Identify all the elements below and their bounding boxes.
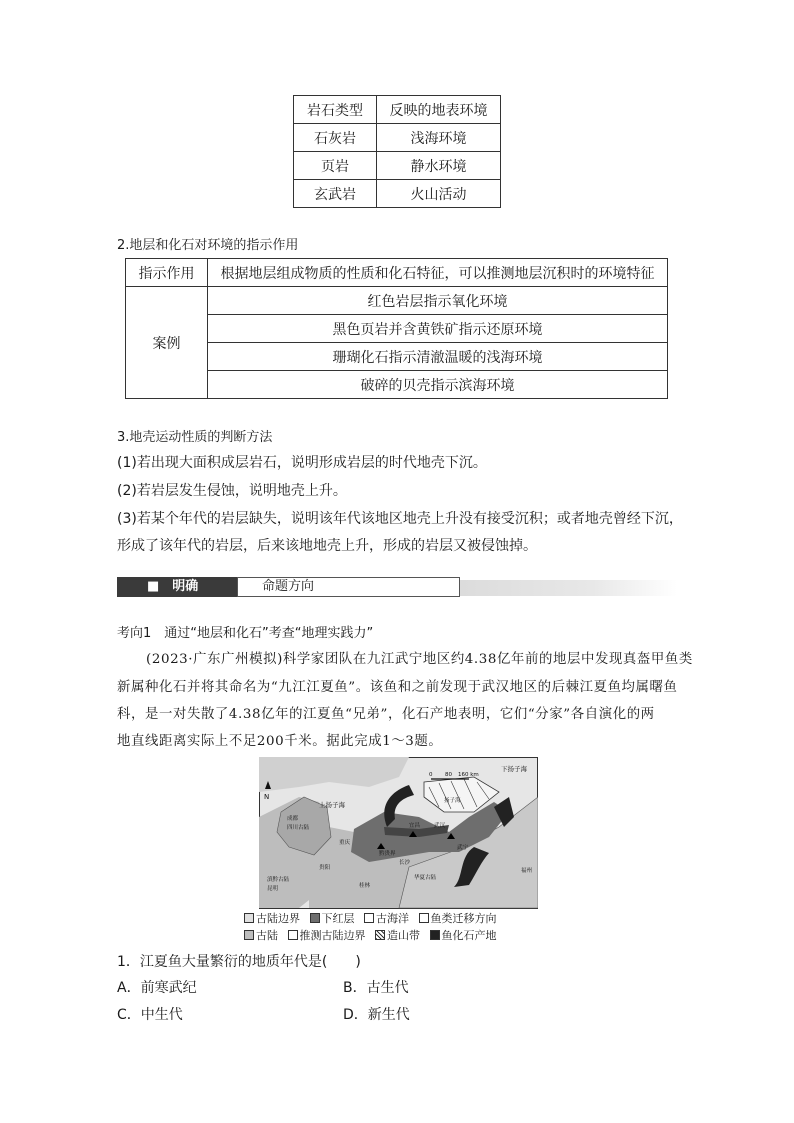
legend-item: 古海洋 — [364, 910, 409, 926]
table-cell: 静水环境 — [377, 152, 501, 180]
list-item-continued: 形成了该年代的岩层，后来该地地壳上升，形成的岩层又被侵蚀掉。 — [117, 538, 537, 554]
table-cell: 红色岩层指示氧化环境 — [208, 287, 668, 315]
land-swatch — [244, 930, 254, 940]
map-label: 昆明 — [267, 886, 279, 892]
migration-swatch — [419, 913, 429, 923]
legend-item: 推测古陆边界 — [288, 927, 366, 943]
table-header: 岩石类型 — [294, 96, 377, 124]
table-cell: 破碎的贝壳指示滨海环境 — [208, 371, 668, 399]
case-label: 案例 — [126, 287, 208, 399]
table-cell: 黑色页岩并含黄铁矿指示还原环境 — [208, 315, 668, 343]
answer-option-a[interactable]: A．前寒武纪 — [117, 980, 197, 996]
banner-label: ■ 明确 — [117, 577, 237, 597]
table-row — [294, 152, 501, 180]
inferred-boundary-swatch — [288, 930, 298, 940]
legend-row — [244, 910, 503, 926]
answer-option-c[interactable]: C．中生代 — [117, 1007, 183, 1023]
map-label: 四川古陆 — [287, 825, 310, 831]
map-label: 华夏古陆 — [414, 875, 437, 881]
map-label: 长沙 — [399, 860, 411, 866]
legend-item: 造山带 — [375, 927, 420, 943]
passage-line: 新属种化石并将其命名为“九江江夏鱼”。该鱼和之前发现于武汉地区的后棘江夏鱼均属曙鱼 — [117, 680, 678, 695]
list-item: (1)若出现大面积成层岩石，说明形成岩层的时代地壳下沉。 — [117, 455, 487, 471]
map-label: 下扬子海 — [501, 765, 527, 773]
passage-line: 科，是一对失散了4.38亿年的江夏鱼“兄弟”，化石产地表明，它们“分家”各自演化的两 — [117, 707, 655, 722]
table-cell: 根据地层组成物质的性质和化石特征，可以推测地层沉积时的环境特征 — [208, 259, 668, 287]
table-header-row — [294, 96, 501, 124]
scale-label: 0 — [429, 772, 433, 778]
section-title: 3.地壳运动性质的判断方法 — [117, 430, 273, 445]
legend-item: 鱼类迁移方向 — [419, 910, 497, 926]
ancient-boundary-swatch — [244, 913, 254, 923]
list-item: (2)若岩层发生侵蚀，说明地壳上升。 — [117, 483, 347, 499]
table-row — [126, 259, 668, 287]
table-header: 指示作用 — [126, 259, 208, 287]
ocean-swatch — [364, 913, 374, 923]
list-item: (3)若某个年代的岩层缺失，说明该年代该地区地壳上升没有接受沉积；或者地壳曾经下沉， — [117, 511, 683, 527]
banner-title: 命题方向 — [237, 577, 460, 597]
north-label: N — [264, 793, 270, 801]
table-header: 反映的地表环境 — [377, 96, 501, 124]
legend-item: 鱼化石产地 — [430, 927, 497, 943]
paleogeography-map — [259, 757, 538, 909]
legend-item: 古陆 — [244, 927, 278, 943]
scale-label: 160 km — [458, 772, 479, 778]
direction-heading: 考向1 通过“地层和化石”考查“地理实践力” — [117, 626, 374, 641]
answer-option-b[interactable]: B．古生代 — [343, 980, 409, 996]
orogenic-swatch — [375, 930, 385, 940]
table-row — [126, 315, 668, 343]
map-label: 武宁 — [457, 845, 469, 851]
table-row — [126, 343, 668, 371]
section-title: 2.地层和化石对环境的指示作用 — [117, 238, 299, 253]
rock-type-table — [293, 95, 501, 208]
map-label: 扬子海 — [444, 798, 461, 804]
passage-line: 地直线距离实际上不足200千米。据此完成1～3题。 — [117, 734, 443, 749]
map-legend — [244, 910, 503, 943]
map-label: 宜昌 — [409, 823, 421, 829]
map-label: 武汉 — [434, 823, 446, 829]
indicator-table — [125, 258, 668, 399]
map-label: 桂林 — [359, 883, 371, 889]
legend-item: 古陆边界 — [244, 910, 300, 926]
legend-row — [244, 927, 503, 943]
fossil-site-swatch — [430, 930, 440, 940]
question-stem: 1．江夏鱼大量繁衍的地质年代是( ) — [117, 954, 361, 970]
table-cell: 石灰岩 — [294, 124, 377, 152]
red-bed-swatch — [310, 913, 320, 923]
table-cell: 火山活动 — [377, 180, 501, 208]
table-cell: 页岩 — [294, 152, 377, 180]
scale-label: 80 — [445, 772, 452, 778]
map-label: 重庆 — [339, 840, 351, 846]
map-label: 成都 — [287, 816, 299, 822]
map-label: 滇黔古陆 — [267, 877, 290, 883]
map-label: 福州 — [521, 868, 533, 874]
table-row — [126, 287, 668, 315]
table-cell: 浅海环境 — [377, 124, 501, 152]
table-row — [294, 124, 501, 152]
table-row — [126, 371, 668, 399]
legend-item: 下红层 — [310, 910, 355, 926]
map-label: 上扬子海 — [319, 801, 345, 809]
map-label: 贵阳 — [319, 865, 331, 871]
table-cell: 玄武岩 — [294, 180, 377, 208]
table-row — [294, 180, 501, 208]
passage-line: (2023·广东广州模拟)科学家团队在九江武宁地区约4.38亿年前的地层中发现真盔甲鱼类 — [146, 652, 693, 667]
answer-option-d[interactable]: D．新生代 — [343, 1007, 410, 1023]
table-cell: 珊瑚化石指示清澈温暖的浅海环境 — [208, 343, 668, 371]
map-label: 黔贵界 — [379, 851, 396, 857]
section-banner — [117, 577, 677, 599]
